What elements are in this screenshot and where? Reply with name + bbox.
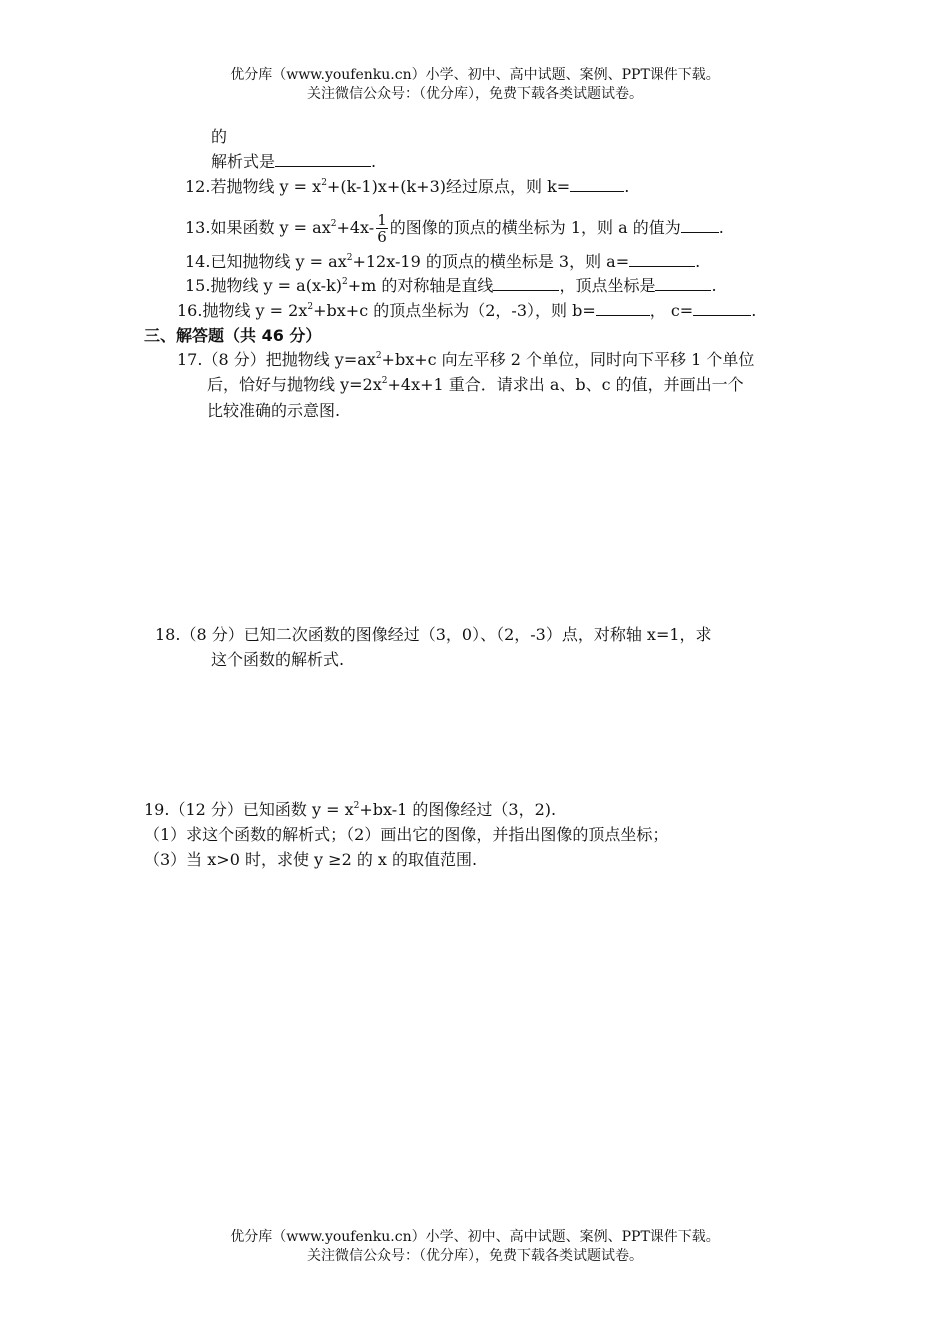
q13-text-a: 如果函数 y = ax	[210, 218, 331, 237]
question-18-line-1: 18.（8 分）已知二次函数的图像经过（3，0）、（2，-3）点，对称轴 x=1，求	[155, 625, 712, 644]
period: .	[718, 218, 724, 237]
q19-text-a: 19.（12 分）已知函数 y = x	[144, 800, 354, 819]
question-17-line-2	[207, 374, 744, 396]
period: .	[371, 152, 377, 171]
question-number: 12.	[185, 177, 211, 196]
q14-text-b: +12x-19 的顶点的横坐标是 3，则 a=	[352, 252, 630, 271]
superscript-2: 2	[321, 178, 327, 188]
q15-text-c: ，顶点坐标是	[559, 276, 656, 295]
period: .	[751, 301, 757, 320]
q17-text-c: 后，恰好与抛物线 y=2x	[207, 375, 382, 394]
q16-text-b: +bx+c 的顶点坐标为（2，-3），则 b=	[313, 301, 596, 320]
superscript-2: 2	[346, 253, 353, 263]
q17-text-a: 17.（8 分）把抛物线 y=ax	[177, 350, 376, 369]
question-18-line-2: 这个函数的解析式.	[211, 650, 345, 669]
superscript-2: 2	[353, 801, 360, 811]
question-number: 13.	[185, 218, 211, 237]
question-12	[185, 176, 629, 198]
superscript-2: 2	[381, 376, 388, 386]
period: .	[711, 276, 717, 295]
q19-text-b: +bx-1 的图像经过（3，2).	[359, 800, 557, 819]
q16-b-blank	[596, 301, 650, 316]
q13-text-b: +4x-	[336, 218, 375, 237]
question-16	[177, 300, 756, 322]
question-number: 14.	[185, 252, 211, 271]
question-number: 15.	[185, 276, 211, 295]
q15-axis-blank	[493, 276, 559, 291]
question-19-line-2: （1）求这个函数的解析式；（2）画出它的图像，并指出图像的顶点坐标；	[144, 825, 669, 844]
q15-vertex-blank	[655, 276, 711, 291]
q12-text-b: +(k-1)x+(k+3)经过原点，则 k=	[326, 177, 571, 196]
question-19-line-3: （3）当 x>0 时，求使 y ≥2 的 x 的取值范围.	[144, 850, 478, 869]
q11-line-2	[211, 151, 376, 173]
superscript-2: 2	[330, 219, 337, 229]
q11-answer-blank	[275, 152, 371, 167]
q17-text-b: +bx+c 向左平移 2 个单位，同时向下平移 1 个单位	[381, 350, 755, 369]
q12-answer-blank	[570, 177, 624, 192]
section-3-title: 三、解答题（共 46 分）	[144, 326, 322, 345]
question-14	[185, 251, 700, 273]
superscript-2: 2	[375, 351, 382, 361]
q11-text: 解析式是	[211, 152, 276, 171]
page-footer-line-2: 关注微信公众号：（优分库），免费下载各类试题试卷。	[307, 1248, 643, 1264]
q11-line-1: 的	[211, 127, 228, 146]
period: .	[695, 252, 701, 271]
q13-text-c: 的图像的顶点的横坐标为 1，则 a 的值为	[389, 218, 681, 237]
q15-text-a: 抛物线 y = a(x-k)	[210, 276, 343, 295]
question-13	[185, 212, 724, 245]
q14-answer-blank	[629, 252, 695, 267]
q13-answer-blank	[681, 218, 719, 233]
page-footer-line-1: 优分库（www.youfenku.cn）小学、初中、高中试题、案例、PPT课件下载。	[230, 1229, 720, 1245]
period: .	[624, 177, 630, 196]
question-15	[185, 275, 717, 297]
superscript-2: 2	[342, 277, 348, 287]
q12-text-a: 若抛物线 y = x	[210, 177, 322, 196]
page-header-line-1: 优分库（www.youfenku.cn）小学、初中、高中试题、案例、PPT课件下载。	[230, 67, 720, 83]
fraction-numerator: 1	[377, 211, 387, 229]
question-17-line-1	[177, 349, 754, 371]
q16-c-blank	[693, 301, 751, 316]
fraction-one-sixth	[376, 212, 388, 245]
question-19-line-1	[144, 799, 556, 821]
q14-text-a: 已知抛物线 y = ax	[210, 252, 347, 271]
q17-text-d: +4x+1 重合．请求出 a、b、c 的值，并画出一个	[387, 375, 744, 394]
page-header-line-2: 关注微信公众号：（优分库），免费下载各类试题试卷。	[307, 86, 643, 102]
fraction-denominator: 6	[377, 228, 387, 246]
superscript-2: 2	[307, 302, 314, 312]
q15-text-b: +m 的对称轴是直线	[347, 276, 494, 295]
question-17-line-3: 比较准确的示意图.	[207, 401, 341, 420]
question-number: 16.	[177, 301, 203, 320]
q16-text-a: 抛物线 y = 2x	[202, 301, 308, 320]
q16-text-c: ， c=	[649, 301, 694, 320]
